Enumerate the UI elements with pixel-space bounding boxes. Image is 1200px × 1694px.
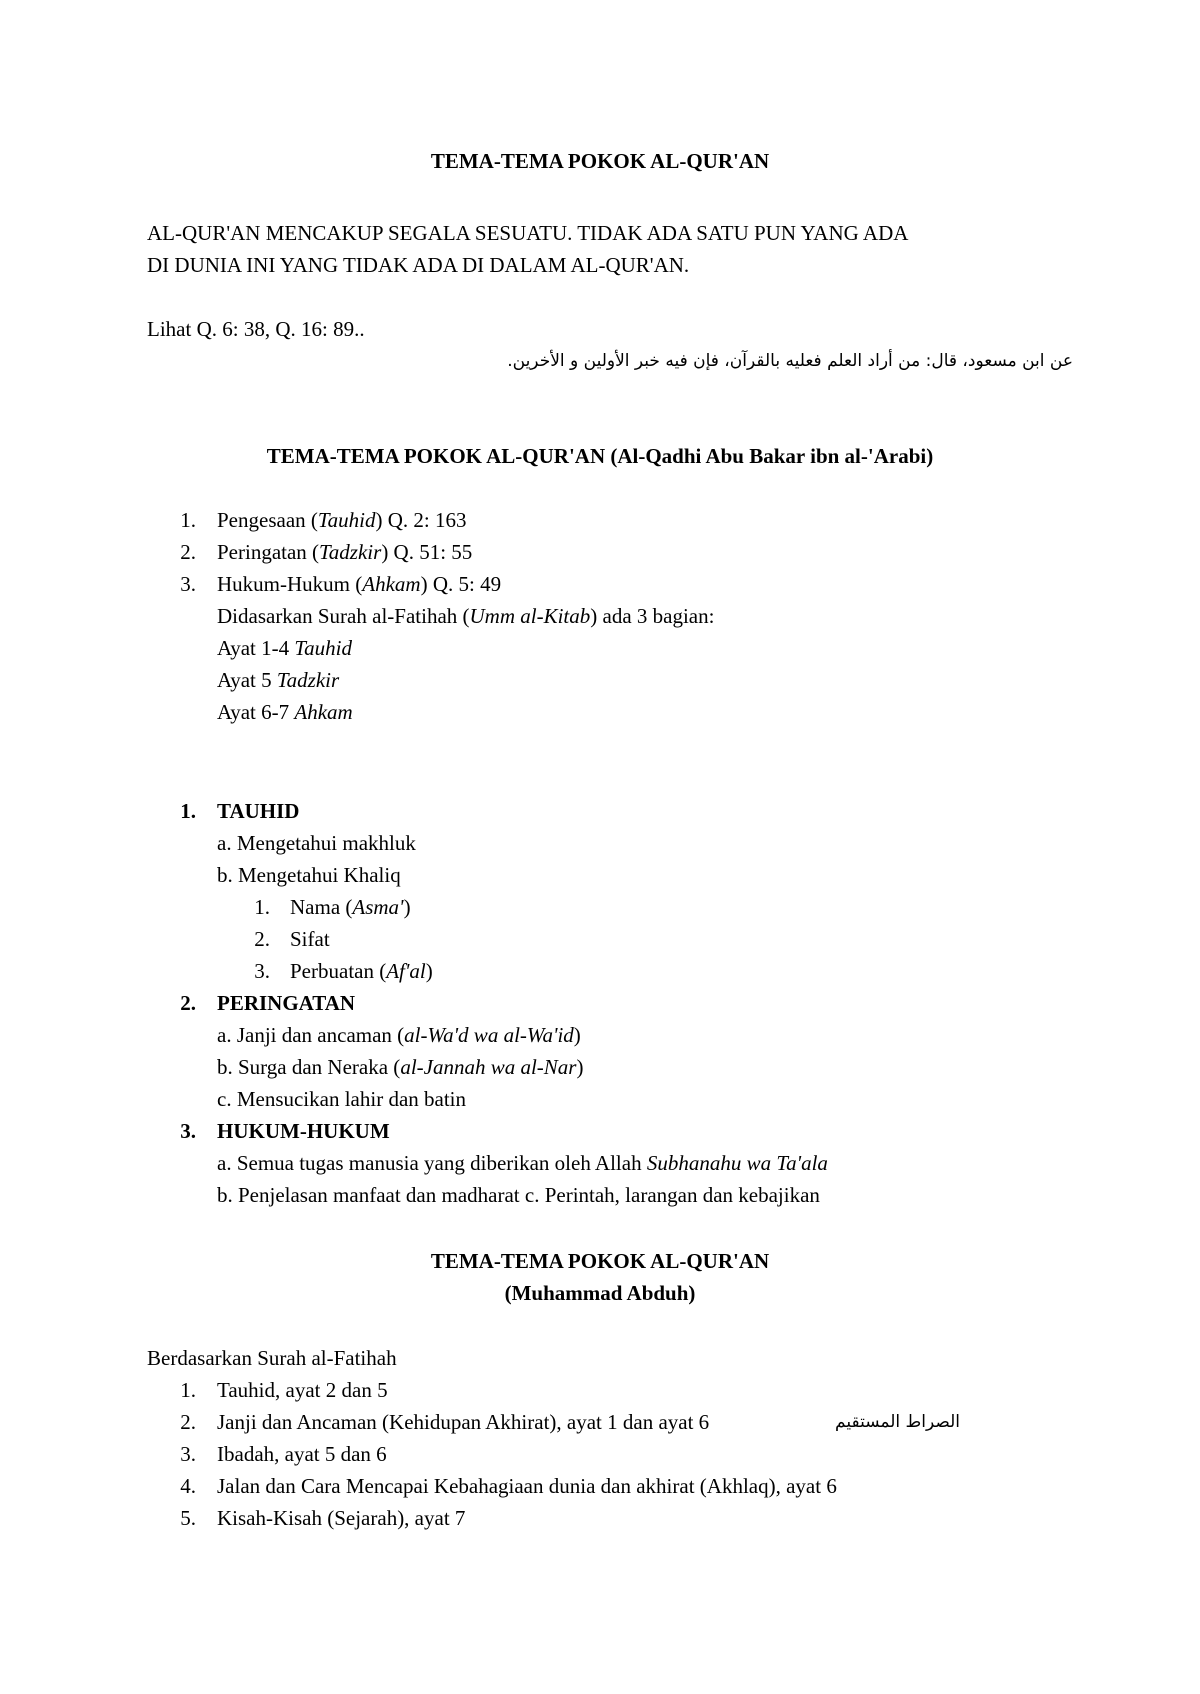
heading-peringatan: PERINGATAN [217, 991, 356, 1015]
list-item: Peringatan (Tadzkir) Q. 51: 55 [217, 540, 473, 564]
ayat-line: Ayat 5 Tadzkir [217, 668, 340, 692]
list-item: b. Surga dan Neraka (al-Jannah wa al-Nar) [217, 1055, 584, 1079]
list-number: 1. [180, 799, 196, 823]
arabic-quote: عن ابن مسعود، قال: من أراد العلم فعليه بالقرآن، فإن فيه خبر الأولين و الأخرين. [507, 351, 1073, 371]
list-item: c. Mensucikan lahir dan batin [217, 1087, 467, 1111]
list-number: 2. [180, 1410, 196, 1434]
list-item: Sifat [290, 927, 330, 951]
list-number: 1. [254, 895, 270, 919]
intro-line-2: DI DUNIA INI YANG TIDAK ADA DI DALAM AL-QUR'AN. [147, 253, 690, 277]
reference-line: Lihat Q. 6: 38, Q. 16: 89.. [147, 317, 365, 341]
list-item: b. Mengetahui Khaliq [217, 863, 401, 887]
section-title-al-arabi: TEMA-TEMA POKOK AL-QUR'AN (Al-Qadhi Abu Bakar ibn al-'Arabi) [266, 444, 934, 468]
arabic-phrase: الصراط المستقيم [835, 1412, 960, 1432]
ayat-line: Ayat 6-7 Ahkam [217, 700, 353, 724]
section-subtitle-abduh: (Muhammad Abduh) [504, 1281, 696, 1305]
list-item: Tauhid, ayat 2 dan 5 [217, 1378, 388, 1402]
heading-tauhid: TAUHID [217, 799, 300, 823]
list-item: Hukum-Hukum (Ahkam) Q. 5: 49 [217, 572, 502, 596]
list-item: a. Janji dan ancaman (al-Wa'd wa al-Wa'id) [217, 1023, 581, 1047]
list-item: Janji dan Ancaman (Kehidupan Akhirat), ayat 1 dan ayat 6 [217, 1410, 710, 1434]
list-number: 3. [254, 959, 270, 983]
list-item: a. Mengetahui makhluk [217, 831, 416, 855]
list-number: 2. [180, 540, 196, 564]
heading-hukum: HUKUM-HUKUM [217, 1119, 390, 1143]
section-title-abduh: TEMA-TEMA POKOK AL-QUR'AN [430, 1249, 770, 1273]
abduh-intro: Berdasarkan Surah al-Fatihah [147, 1346, 397, 1370]
list-item: b. Penjelasan manfaat dan madharat c. Perintah, larangan dan kebajikan [217, 1183, 820, 1207]
list-item: Kisah-Kisah (Sejarah), ayat 7 [217, 1506, 466, 1530]
list-item: Ibadah, ayat 5 dan 6 [217, 1442, 387, 1466]
page-title: TEMA-TEMA POKOK AL-QUR'AN [430, 149, 770, 173]
list-number: 3. [180, 1119, 196, 1143]
didasarkan-line: Didasarkan Surah al-Fatihah (Umm al-Kitab) ada 3 bagian: [217, 604, 715, 628]
list-item: a. Semua tugas manusia yang diberikan oleh Allah Subhanahu wa Ta'ala [217, 1151, 828, 1175]
list-number: 1. [180, 508, 196, 532]
list-item: Perbuatan (Af'al) [290, 959, 433, 983]
list-item: Nama (Asma') [290, 895, 411, 919]
list-number: 1. [180, 1378, 196, 1402]
list-number: 3. [180, 572, 196, 596]
list-number: 3. [180, 1442, 196, 1466]
list-number: 4. [180, 1474, 196, 1498]
list-number: 5. [180, 1506, 196, 1530]
list-number: 2. [254, 927, 270, 951]
ayat-line: Ayat 1-4 Tauhid [217, 636, 352, 660]
intro-line-1: AL-QUR'AN MENCAKUP SEGALA SESUATU. TIDAK ADA SATU PUN YANG ADA [147, 221, 909, 245]
list-item: Jalan dan Cara Mencapai Kebahagiaan dunia dan akhirat (Akhlaq), ayat 6 [217, 1474, 837, 1498]
list-number: 2. [180, 991, 196, 1015]
list-item: Pengesaan (Tauhid) Q. 2: 163 [217, 508, 467, 532]
